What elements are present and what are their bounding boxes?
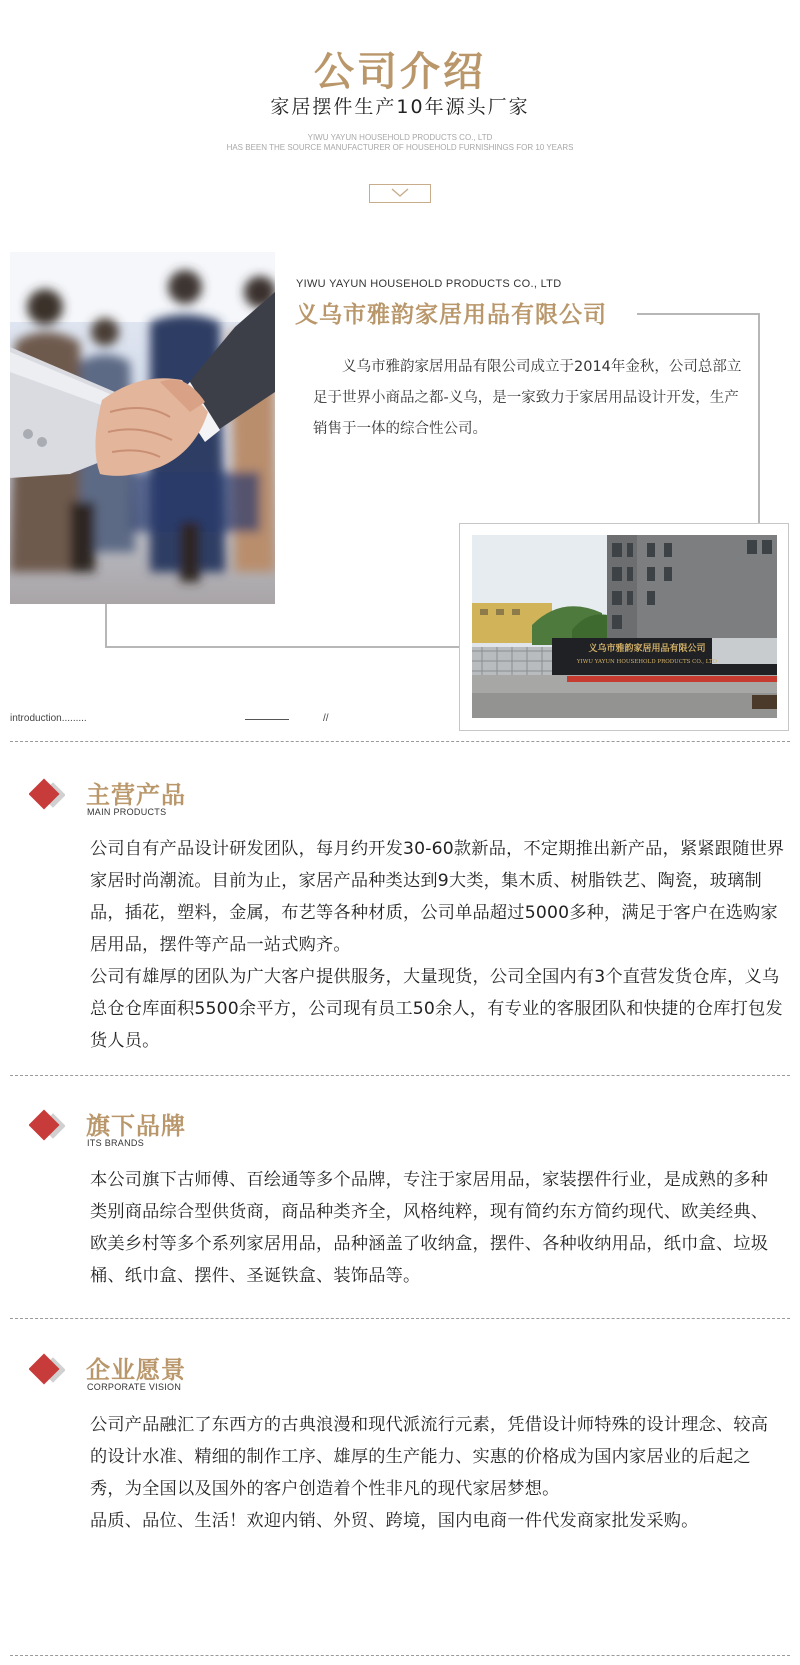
scroll-down-button[interactable] [369, 184, 431, 203]
header-en-line1: YIWU YAYUN HOUSEHOLD PRODUCTS CO., LTD [307, 133, 493, 142]
section-divider [10, 1655, 790, 1656]
section-divider [10, 1075, 790, 1076]
decor-line [245, 719, 289, 720]
handshake-photo [10, 252, 275, 604]
building-sign-cn: 义乌市雅韵家居用品有限公司 [588, 644, 706, 654]
connector-line [758, 313, 760, 531]
diamond-icon [29, 1353, 65, 1389]
company-name-en: YIWU YAYUN HOUSEHOLD PRODUCTS CO., LTD [296, 278, 562, 290]
paragraph: 公司自有产品设计研发团队，每月约开发30-60款新品，不定期推出新产品，紧紧跟随世界家居时尚潮流。目前为止，家居产品种类达到9大类，集木质、树脂铁艺、陶瓷，玻璃制品，插花，塑料，金属，布艺等各种材质，公司单品超过5000多种，满足于客户在选购家居用品，摆件等产品一站式购齐。 [90, 839, 785, 955]
header-en-line2: HAS BEEN THE SOURCE MANUFACTURER OF HOUSEHOLD FURNISHINGS FOR 10 YEARS [226, 143, 574, 152]
decor-slash: // [323, 713, 329, 724]
diamond-icon [29, 1109, 65, 1145]
section-title-brands: 旗下品牌 [86, 1112, 186, 1140]
page-subtitle: 家居摆件生产10年源头厂家 [270, 96, 530, 118]
page-title: 公司介绍 [314, 49, 486, 95]
connector-line [105, 604, 107, 648]
paragraph: 本公司旗下古师傅、百绘通等多个品牌，专注于家居用品，家装摆件行业，是成熟的多种类别商品综合型供货商，商品种类齐全，风格纯粹，现有简约东方简约现代、欧美经典、欧美乡村等多个系列家居用品，品种涵盖了收纳盒，摆件、各种收纳用品，纸巾盒、垃圾桶、纸巾盒、摆件、圣诞铁盒、装饰品等。 [90, 1170, 769, 1286]
section-title-main-products: 主营产品 [86, 781, 186, 809]
company-name-cn: 义乌市雅韵家居用品有限公司 [295, 302, 607, 328]
section-divider [10, 1318, 790, 1319]
diamond-icon [29, 778, 65, 814]
building-sign-en: YIWU YAYUN HOUSEHOLD PRODUCTS CO., LTD [576, 659, 718, 665]
section-subtitle-vision: CORPORATE VISION [87, 1382, 182, 1392]
connector-line [637, 313, 759, 315]
section-body-main-products [90, 833, 785, 1057]
section-divider [10, 741, 790, 742]
section-subtitle-main-products: MAIN PRODUCTS [87, 807, 167, 817]
section-title-vision: 企业愿景 [86, 1356, 186, 1384]
company-building-photo [472, 535, 777, 718]
section-body-vision [90, 1409, 785, 1537]
company-description: 义乌市雅韵家居用品有限公司成立于2014年金秋，公司总部立足于世界小商品之都-义乌，是一家致力于家居用品设计开发，生产销售于一体的综合性公司。 [313, 359, 742, 437]
connector-line [105, 646, 459, 648]
paragraph: 公司产品融汇了东西方的古典浪漫和现代派流行元素，凭借设计师特殊的设计理念、较高的设计水准、精细的制作工序、雄厚的生产能力、实惠的价格成为国内家居业的后起之秀，为全国以及国外的客户创造着个性非凡的现代家居梦想。 [90, 1415, 769, 1499]
paragraph: 品质、品位、生活！欢迎内销、外贸、跨境，国内电商一件代发商家批发采购。 [90, 1511, 699, 1531]
paragraph: 公司有雄厚的团队为广大客户提供服务，大量现货，公司全国内有3个直营发货仓库，义乌总仓仓库面积5500余平方，公司现有员工50余人，有专业的客服团队和快捷的仓库打包发货人员。 [90, 967, 783, 1051]
chevron-down-icon [370, 185, 430, 202]
introduction-label: introduction......... [10, 713, 87, 724]
section-body-brands [90, 1164, 785, 1292]
section-subtitle-brands: ITS BRANDS [87, 1138, 145, 1148]
